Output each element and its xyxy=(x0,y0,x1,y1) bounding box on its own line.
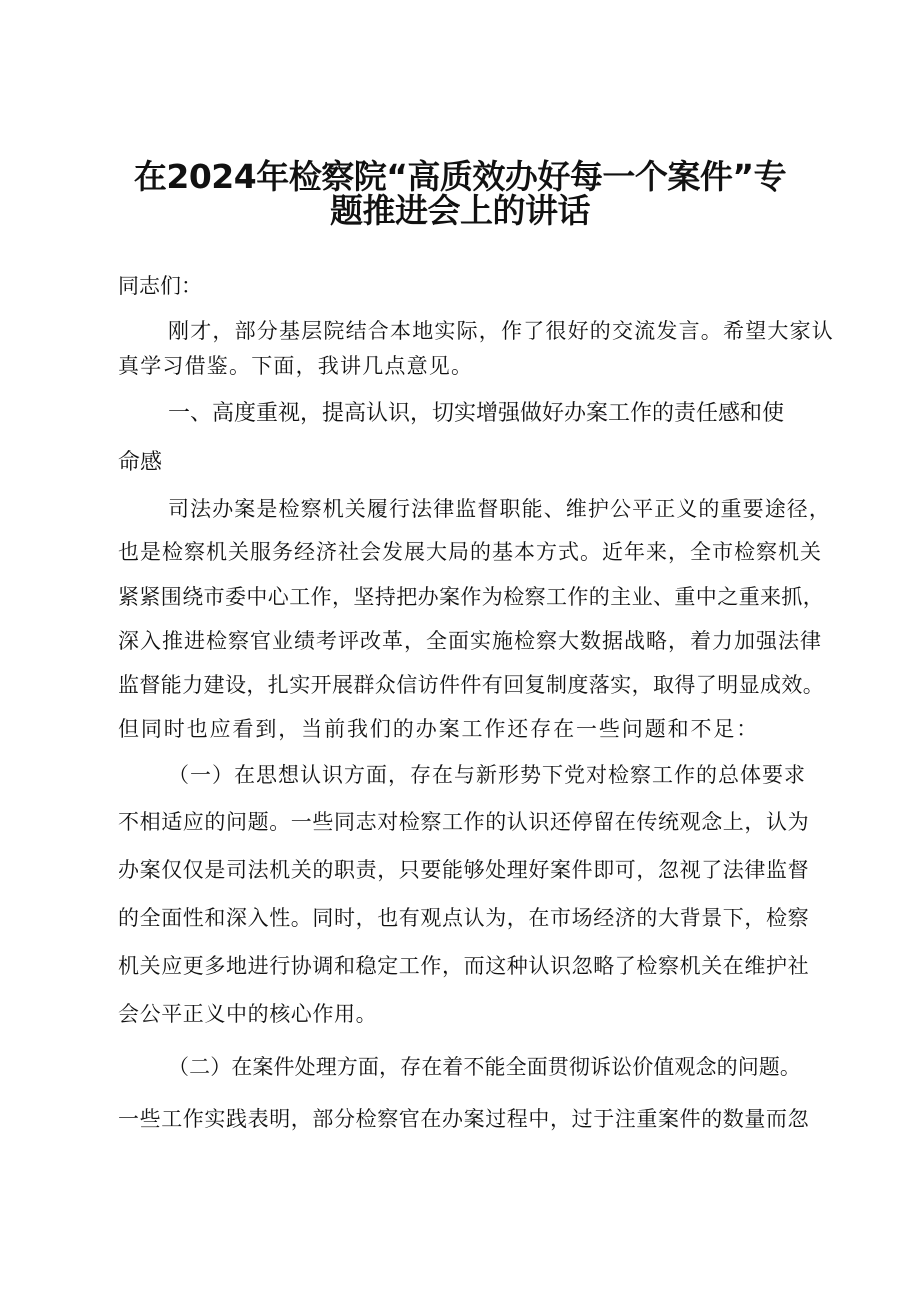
intro-line-2: 真学习借鉴。下面，我讲几点意见。 xyxy=(118,354,474,378)
point1-line-2: 不相适应的问题。一些同志对检察工作的认识还停留在传统观念上，认为 xyxy=(118,810,810,834)
section1-para-line-2: 也是检察机关服务经济社会发展大局的基本方式。近年来，全市检察机关 xyxy=(118,540,822,564)
section1-para-line-5: 监督能力建设，扎实开展群众信访件件有回复制度落实，取得了明显成效。 xyxy=(118,673,825,697)
point1-line-4: 的全面性和深入性。同时，也有观点认为，在市场经济的大背景下，检察 xyxy=(118,906,810,930)
point2-line-1: （二）在案件处理方面，存在着不能全面贯彻诉讼价值观念的问题。 xyxy=(168,1055,801,1079)
section1-heading-line-1: 一、高度重视，提高认识，切实增强做好办案工作的责任感和使 xyxy=(168,401,785,426)
point1-line-5: 机关应更多地进行协调和稳定工作，而这种认识忽略了检察机关在维护社 xyxy=(118,954,810,978)
section1-para-line-6: 但同时也应看到，当前我们的办案工作还存在一些问题和不足： xyxy=(118,717,760,741)
salutation: 同志们： xyxy=(118,274,202,298)
intro-line-1: 刚才，部分基层院结合本地实际，作了很好的交流发言。希望大家认 xyxy=(168,319,834,343)
title-line-2: 题推进会上的讲话 xyxy=(330,191,590,230)
point1-line-6: 会公平正义中的核心作用。 xyxy=(118,1002,378,1026)
point2-line-2: 一些工作实践表明，部分检察官在办案过程中，过于注重案件的数量而忽 xyxy=(118,1107,810,1131)
title-line-1: 在2024年检察院“高质效办好每一个案件”专 xyxy=(133,157,787,196)
section1-para-line-1: 司法办案是检察机关履行法律监督职能、维护公平正义的重要途径， xyxy=(168,497,831,521)
point1-line-1: （一）在思想认识方面，存在与新形势下党对检察工作的总体要求 xyxy=(168,763,806,787)
section1-heading-line-2: 命感 xyxy=(118,450,163,475)
section1-para-line-3: 紧紧围绕市委中心工作，坚持把办案作为检察工作的主业、重中之重来抓， xyxy=(118,585,825,609)
section1-para-line-4: 深入推进检察官业绩考评改革，全面实施检察大数据战略，着力加强法律 xyxy=(118,629,822,653)
point1-line-3: 办案仅仅是司法机关的职责，只要能够处理好案件即可，忽视了法律监督 xyxy=(118,858,810,882)
